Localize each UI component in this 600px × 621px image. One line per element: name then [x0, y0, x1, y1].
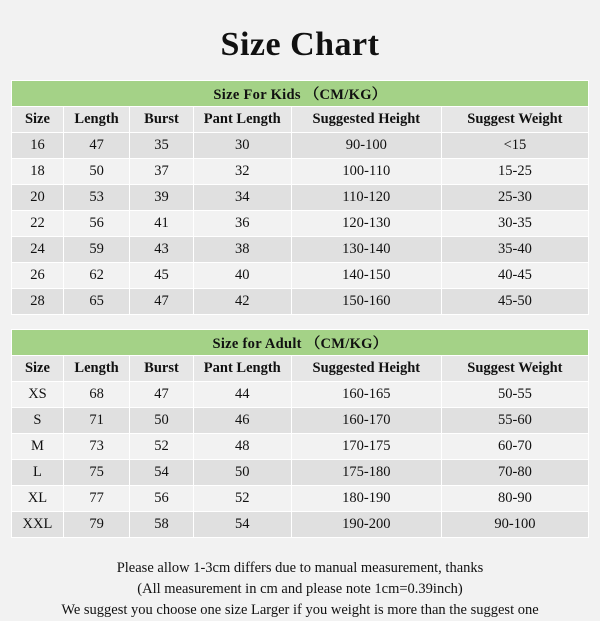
cell-suggest-weight: 90-100 — [441, 512, 588, 538]
cell-pant-length: 42 — [193, 289, 291, 315]
footer-notes — [20, 538, 580, 621]
page-title: Size Chart — [220, 26, 380, 63]
cell-length: 68 — [63, 382, 129, 408]
cell-suggested-height: 100-110 — [291, 159, 441, 185]
cell-size: XXL — [12, 512, 64, 538]
cell-burst: 56 — [130, 486, 193, 512]
table-row — [12, 237, 589, 263]
kids-band-label: Size For Kids （CM/KG） — [12, 81, 589, 107]
column-header-suggest-weight: Suggest Weight — [441, 356, 588, 382]
cell-pant-length: 48 — [193, 434, 291, 460]
cell-length: 56 — [63, 211, 129, 237]
cell-size: XL — [12, 486, 64, 512]
table-row — [12, 185, 589, 211]
note-line-1: Please allow 1-3cm differs due to manual measurement, thanks — [116, 560, 484, 576]
cell-burst: 50 — [130, 408, 193, 434]
cell-suggested-height: 175-180 — [291, 460, 441, 486]
cell-pant-length: 30 — [193, 133, 291, 159]
cell-suggest-weight: 80-90 — [441, 486, 588, 512]
table-row — [12, 159, 589, 185]
column-header-length: Length — [63, 356, 129, 382]
cell-burst: 41 — [130, 211, 193, 237]
table-row — [12, 486, 589, 512]
table-row — [12, 133, 589, 159]
cell-burst: 37 — [130, 159, 193, 185]
table-row — [12, 263, 589, 289]
kids-size-table — [11, 80, 589, 315]
cell-suggest-weight: 70-80 — [441, 460, 588, 486]
cell-suggest-weight: 35-40 — [441, 237, 588, 263]
cell-length: 65 — [63, 289, 129, 315]
cell-size: M — [12, 434, 64, 460]
cell-suggest-weight: 15-25 — [441, 159, 588, 185]
cell-pant-length: 34 — [193, 185, 291, 211]
column-header-burst: Burst — [130, 356, 193, 382]
cell-suggested-height: 120-130 — [291, 211, 441, 237]
cell-burst: 58 — [130, 512, 193, 538]
cell-pant-length: 36 — [193, 211, 291, 237]
table-row — [12, 460, 589, 486]
cell-pant-length: 54 — [193, 512, 291, 538]
column-header-suggested-height: Suggested Height — [291, 356, 441, 382]
table-row — [12, 289, 589, 315]
cell-burst: 52 — [130, 434, 193, 460]
table-row — [12, 211, 589, 237]
note-line-2: (All measurement in cm and please note 1cm=0.39inch) — [137, 581, 463, 597]
table-header-row — [12, 107, 589, 133]
cell-length: 75 — [63, 460, 129, 486]
cell-pant-length: 38 — [193, 237, 291, 263]
cell-size: 28 — [12, 289, 64, 315]
column-header-size: Size — [12, 107, 64, 133]
column-header-length: Length — [63, 107, 129, 133]
cell-suggested-height: 180-190 — [291, 486, 441, 512]
table-row — [12, 408, 589, 434]
cell-burst: 47 — [130, 382, 193, 408]
cell-burst: 39 — [130, 185, 193, 211]
column-header-size: Size — [12, 356, 64, 382]
cell-burst: 45 — [130, 263, 193, 289]
cell-size: S — [12, 408, 64, 434]
cell-length: 50 — [63, 159, 129, 185]
cell-suggested-height: 130-140 — [291, 237, 441, 263]
cell-pant-length: 52 — [193, 486, 291, 512]
column-header-burst: Burst — [130, 107, 193, 133]
column-header-suggest-weight: Suggest Weight — [441, 107, 588, 133]
cell-suggest-weight: <15 — [441, 133, 588, 159]
note-line-3: We suggest you choose one size Larger if you weight is more than the suggest one — [61, 602, 539, 618]
cell-length: 59 — [63, 237, 129, 263]
cell-size: 22 — [12, 211, 64, 237]
cell-suggest-weight: 40-45 — [441, 263, 588, 289]
cell-pant-length: 50 — [193, 460, 291, 486]
cell-suggest-weight: 25-30 — [441, 185, 588, 211]
cell-length: 47 — [63, 133, 129, 159]
cell-pant-length: 44 — [193, 382, 291, 408]
cell-length: 53 — [63, 185, 129, 211]
cell-size: XS — [12, 382, 64, 408]
cell-burst: 47 — [130, 289, 193, 315]
cell-suggest-weight: 55-60 — [441, 408, 588, 434]
cell-burst: 35 — [130, 133, 193, 159]
cell-burst: 43 — [130, 237, 193, 263]
table-row — [12, 434, 589, 460]
cell-suggested-height: 110-120 — [291, 185, 441, 211]
column-header-pant-length: Pant Length — [193, 356, 291, 382]
cell-size: 20 — [12, 185, 64, 211]
column-header-pant-length: Pant Length — [193, 107, 291, 133]
cell-suggested-height: 160-170 — [291, 408, 441, 434]
cell-size: 18 — [12, 159, 64, 185]
cell-size: 26 — [12, 263, 64, 289]
cell-length: 79 — [63, 512, 129, 538]
cell-size: 24 — [12, 237, 64, 263]
cell-suggested-height: 150-160 — [291, 289, 441, 315]
cell-length: 62 — [63, 263, 129, 289]
cell-length: 77 — [63, 486, 129, 512]
table-band-row — [12, 81, 589, 107]
cell-suggest-weight: 60-70 — [441, 434, 588, 460]
cell-suggested-height: 90-100 — [291, 133, 441, 159]
table-row — [12, 512, 589, 538]
cell-size: L — [12, 460, 64, 486]
table-header-row — [12, 356, 589, 382]
cell-suggest-weight: 50-55 — [441, 382, 588, 408]
cell-burst: 54 — [130, 460, 193, 486]
cell-length: 73 — [63, 434, 129, 460]
cell-pant-length: 40 — [193, 263, 291, 289]
cell-suggested-height: 140-150 — [291, 263, 441, 289]
cell-length: 71 — [63, 408, 129, 434]
adult-size-table — [11, 329, 589, 538]
cell-pant-length: 32 — [193, 159, 291, 185]
column-header-suggested-height: Suggested Height — [291, 107, 441, 133]
cell-pant-length: 46 — [193, 408, 291, 434]
cell-suggest-weight: 30-35 — [441, 211, 588, 237]
cell-size: 16 — [12, 133, 64, 159]
table-band-row — [12, 330, 589, 356]
cell-suggested-height: 160-165 — [291, 382, 441, 408]
cell-suggested-height: 170-175 — [291, 434, 441, 460]
cell-suggested-height: 190-200 — [291, 512, 441, 538]
adult-band-label: Size for Adult （CM/KG） — [12, 330, 589, 356]
table-row — [12, 382, 589, 408]
cell-suggest-weight: 45-50 — [441, 289, 588, 315]
